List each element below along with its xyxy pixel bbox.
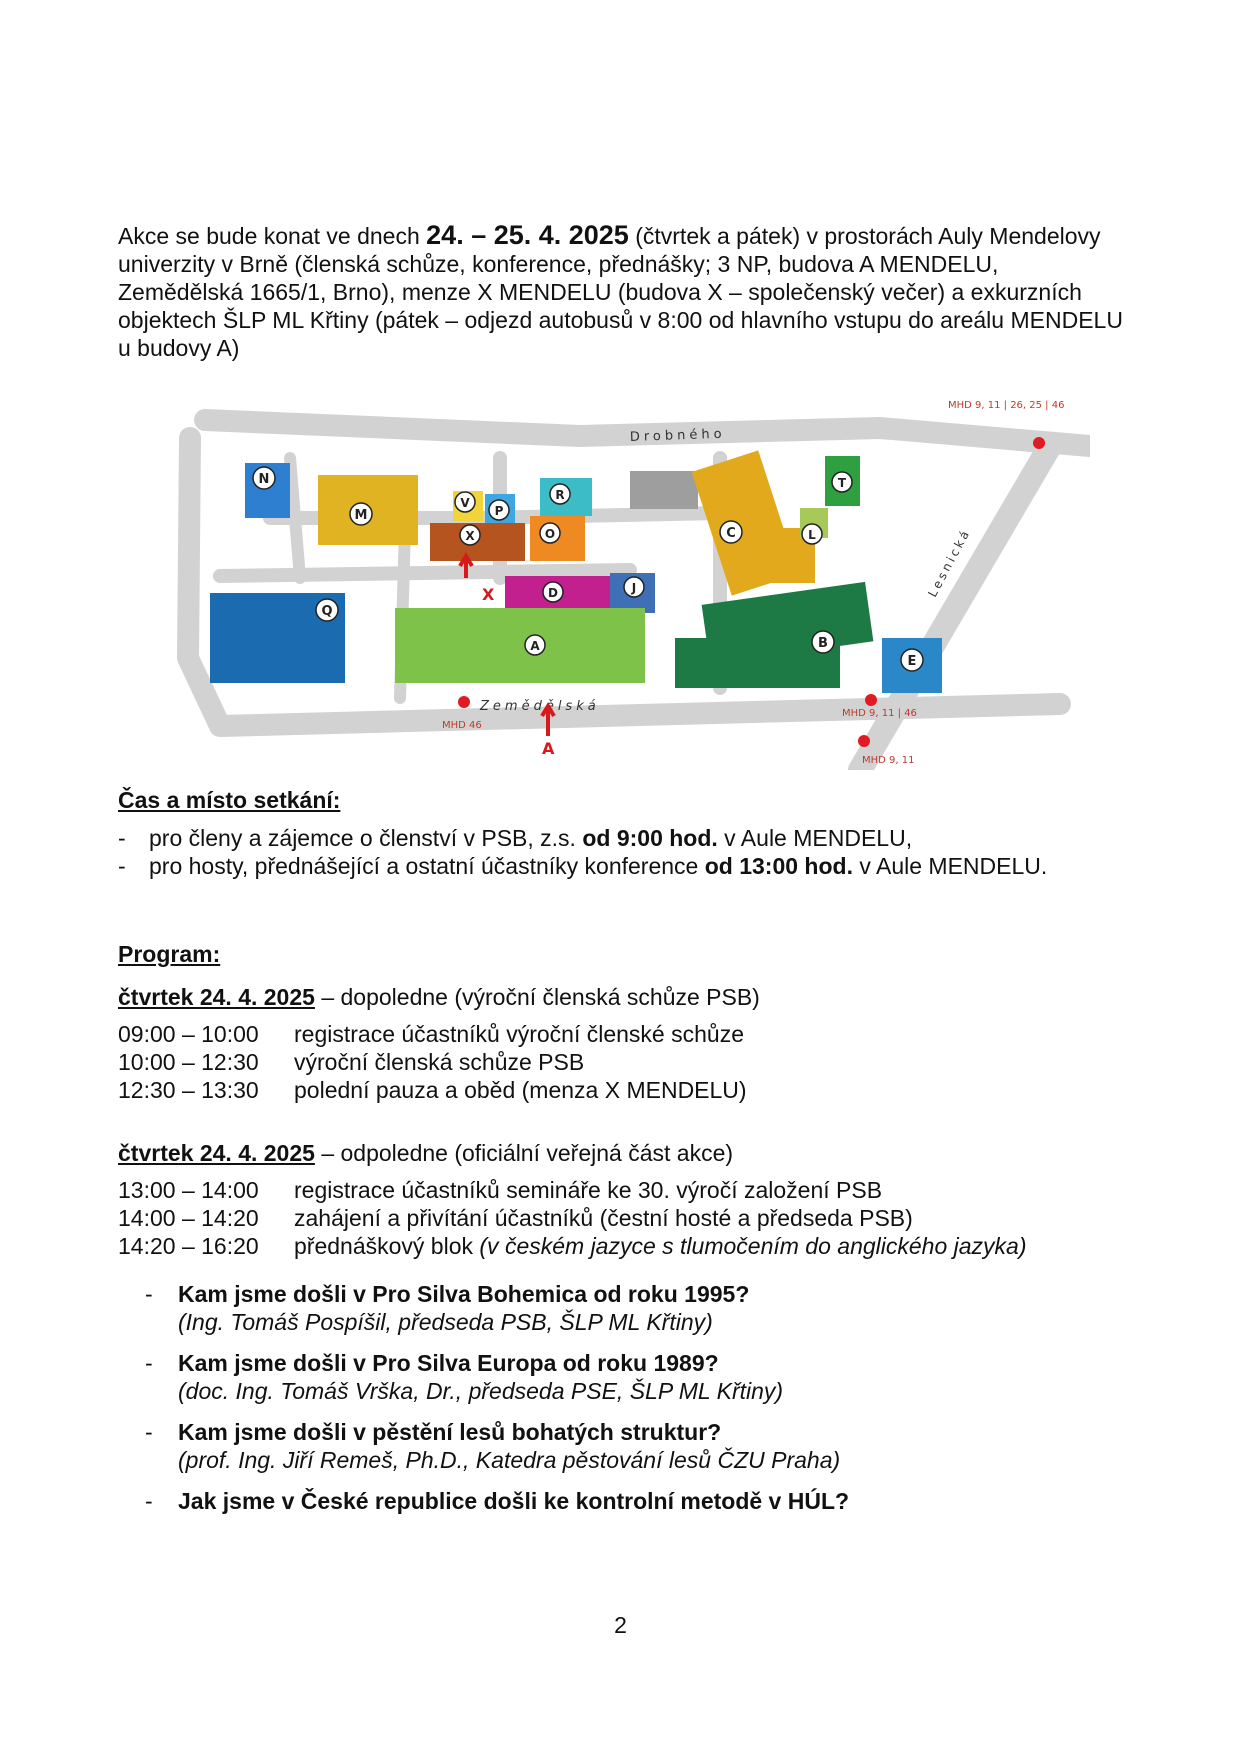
- meeting-item-place: v Aule MENDELU,: [717, 825, 913, 851]
- building-gray: [630, 471, 698, 509]
- meeting-section: [118, 786, 1128, 880]
- meeting-item-text: pro hosty, přednášející a ostatní účastníky konference: [149, 853, 705, 879]
- meeting-item-time: od 13:00 hod.: [704, 853, 853, 879]
- talk-item: [145, 1487, 1125, 1515]
- meeting-item-place: v Aule MENDELU.: [852, 853, 1048, 879]
- stop-top-right[interactable]: [1033, 437, 1045, 449]
- label-c-text: C: [726, 526, 736, 541]
- talk-title: - Jak jsme v České republice došli ke kontrolní metodě v HÚL?: [178, 1488, 850, 1514]
- label-m: [350, 503, 372, 525]
- schedule-morning: [118, 1020, 1128, 1104]
- schedule-text: polední pauza a oběd (menza X MENDELU): [294, 1077, 747, 1103]
- meeting-heading: Čas a místo setkání:: [118, 787, 341, 813]
- day-morning: [118, 983, 1128, 1104]
- label-q: [316, 599, 338, 621]
- talks-list: [145, 1280, 1125, 1528]
- meeting-list: [118, 824, 1128, 880]
- schedule-afternoon: [118, 1176, 1128, 1260]
- label-r-text: R: [555, 488, 565, 502]
- street-lesnicka: Lesnická: [925, 525, 974, 600]
- talk-speaker: (Ing. Tomáš Pospíšil, předseda PSB, ŠLP ML Křtiny): [178, 1309, 713, 1335]
- label-v: [455, 492, 475, 512]
- label-d: [543, 582, 563, 602]
- entrance-a: [542, 706, 555, 758]
- stop-bottom-right[interactable]: [858, 735, 870, 747]
- talk-item: [145, 1349, 1125, 1405]
- schedule-row: [118, 1204, 1128, 1232]
- talk-title: - Kam jsme došli v pěstění lesů bohatých struktur?: [178, 1419, 722, 1445]
- label-j-text: J: [631, 581, 637, 595]
- label-m-text: M: [354, 508, 368, 523]
- entrance-a-label: A: [542, 739, 555, 758]
- label-t: [832, 472, 852, 492]
- schedule-row: [118, 1176, 1128, 1204]
- label-r: [550, 484, 570, 504]
- schedule-row: [118, 1048, 1128, 1076]
- label-o: [540, 523, 560, 543]
- event-dates: 24. – 25. 4. 2025: [426, 220, 629, 250]
- day-afternoon-title: [118, 1139, 1128, 1167]
- label-a-text: A: [530, 639, 540, 653]
- schedule-note: (v českém jazyce s tlumočením do anglického jazyka): [479, 1233, 1027, 1259]
- label-o-text: O: [544, 527, 556, 541]
- entrance-x-label: X: [482, 585, 495, 604]
- schedule-text: registrace účastníků výroční členské schůze: [294, 1021, 744, 1047]
- schedule-time: 10:00 – 12:30: [118, 1049, 259, 1075]
- day-afternoon: [118, 1139, 1128, 1260]
- label-x: [460, 525, 480, 545]
- stop-bottom-left[interactable]: [458, 696, 470, 708]
- schedule-time: 14:20 – 16:20: [118, 1233, 259, 1259]
- label-j: [624, 577, 644, 597]
- stop-bottom-mid[interactable]: [865, 694, 877, 706]
- talk-speaker: (doc. Ing. Tomáš Vrška, Dr., předseda PSE, ŠLP ML Křtiny): [178, 1378, 784, 1404]
- label-n-text: N: [258, 472, 270, 487]
- label-x-text: X: [465, 529, 475, 543]
- label-b: [812, 631, 834, 653]
- building-a[interactable]: [395, 608, 645, 683]
- talk-title: - Kam jsme došli v Pro Silva Bohemica od roku 1995?: [178, 1281, 750, 1307]
- stop-bottom-mid-label: MHD 9, 11 | 46: [842, 708, 917, 719]
- day-description: – dopoledne (výroční členská schůze PSB): [314, 984, 760, 1010]
- schedule-time: 13:00 – 14:00: [118, 1177, 259, 1203]
- stop-bottom-left-label: MHD 46: [442, 720, 482, 731]
- street-zemedelska: Zemědělská: [480, 699, 600, 714]
- day-date: čtvrtek 24. 4. 2025: [118, 1140, 315, 1166]
- day-morning-title: [118, 983, 1128, 1011]
- label-p: [489, 500, 509, 520]
- talk-title: - Kam jsme došli v Pro Silva Europa od roku 1989?: [178, 1350, 719, 1376]
- label-l: [802, 524, 822, 544]
- day-description: – odpoledne (oficiální veřejná část akce): [314, 1140, 734, 1166]
- label-e-text: E: [907, 654, 917, 669]
- label-a: [525, 635, 545, 655]
- label-b-text: B: [818, 636, 828, 651]
- intro-paragraph: [118, 221, 1128, 362]
- schedule-text: registrace účastníků semináře ke 30. výročí založení PSB: [294, 1177, 883, 1203]
- talk-item: [145, 1418, 1125, 1474]
- label-n: [253, 467, 275, 489]
- program-heading: Program:: [118, 941, 221, 967]
- meeting-item-members: [118, 824, 1128, 852]
- intro-text-rest: (čtvrtek a pátek) v prostorách Auly Mendelovy univerzity v Brně (členská schůze, konference, přednášky; 3 NP, budova A MENDELU, Zemědělská 1665/1, Brno), menze X MENDELU (budova X – společenský večer) a exkurzních objektech ŠLP ML Křtiny (pátek – odjezd autobusů v 8:00 od hlavního vstupu do areálu MENDELU u budovy A): [118, 223, 1123, 361]
- label-e: [901, 649, 923, 671]
- label-d-text: D: [548, 586, 558, 600]
- campus-map: [160, 398, 1090, 770]
- label-t-text: T: [837, 476, 847, 490]
- label-c: [720, 521, 742, 543]
- program-heading-block: [118, 940, 1128, 968]
- schedule-time: 12:30 – 13:30: [118, 1077, 259, 1103]
- day-date: čtvrtek 24. 4. 2025: [118, 984, 315, 1010]
- meeting-item-text: pro členy a zájemce o členství v PSB, z.s.: [149, 825, 583, 851]
- meeting-item-time: od 9:00 hod.: [582, 825, 718, 851]
- schedule-time: 09:00 – 10:00: [118, 1021, 259, 1047]
- schedule-text: výroční členská schůze PSB: [294, 1049, 585, 1075]
- label-v-text: V: [460, 496, 470, 510]
- entrance-x: [460, 556, 495, 604]
- label-l-text: L: [808, 528, 816, 542]
- intro-text-start: Akce se bude konat ve dnech: [118, 223, 427, 249]
- label-p-text: P: [494, 504, 504, 518]
- page-number: 2: [614, 1612, 627, 1638]
- schedule-row: [118, 1232, 1128, 1260]
- talk-speaker: (prof. Ing. Jiří Remeš, Ph.D., Katedra pěstování lesů ČZU Praha): [178, 1447, 841, 1473]
- schedule-row: [118, 1076, 1128, 1104]
- schedule-time: 14:00 – 14:20: [118, 1205, 259, 1231]
- street-drobneho: Drobného: [629, 426, 726, 445]
- schedule-text: přednáškový blok: [294, 1233, 480, 1259]
- label-q-text: Q: [321, 604, 333, 619]
- meeting-item-guests: [118, 852, 1128, 880]
- schedule-row: [118, 1020, 1128, 1048]
- stop-bottom-right-label: MHD 9, 11: [862, 755, 915, 766]
- schedule-text: zahájení a přivítání účastníků (čestní hosté a předseda PSB): [294, 1205, 913, 1231]
- stop-top-right-label: MHD 9, 11 | 26, 25 | 46: [948, 400, 1065, 411]
- talk-item: [145, 1280, 1125, 1336]
